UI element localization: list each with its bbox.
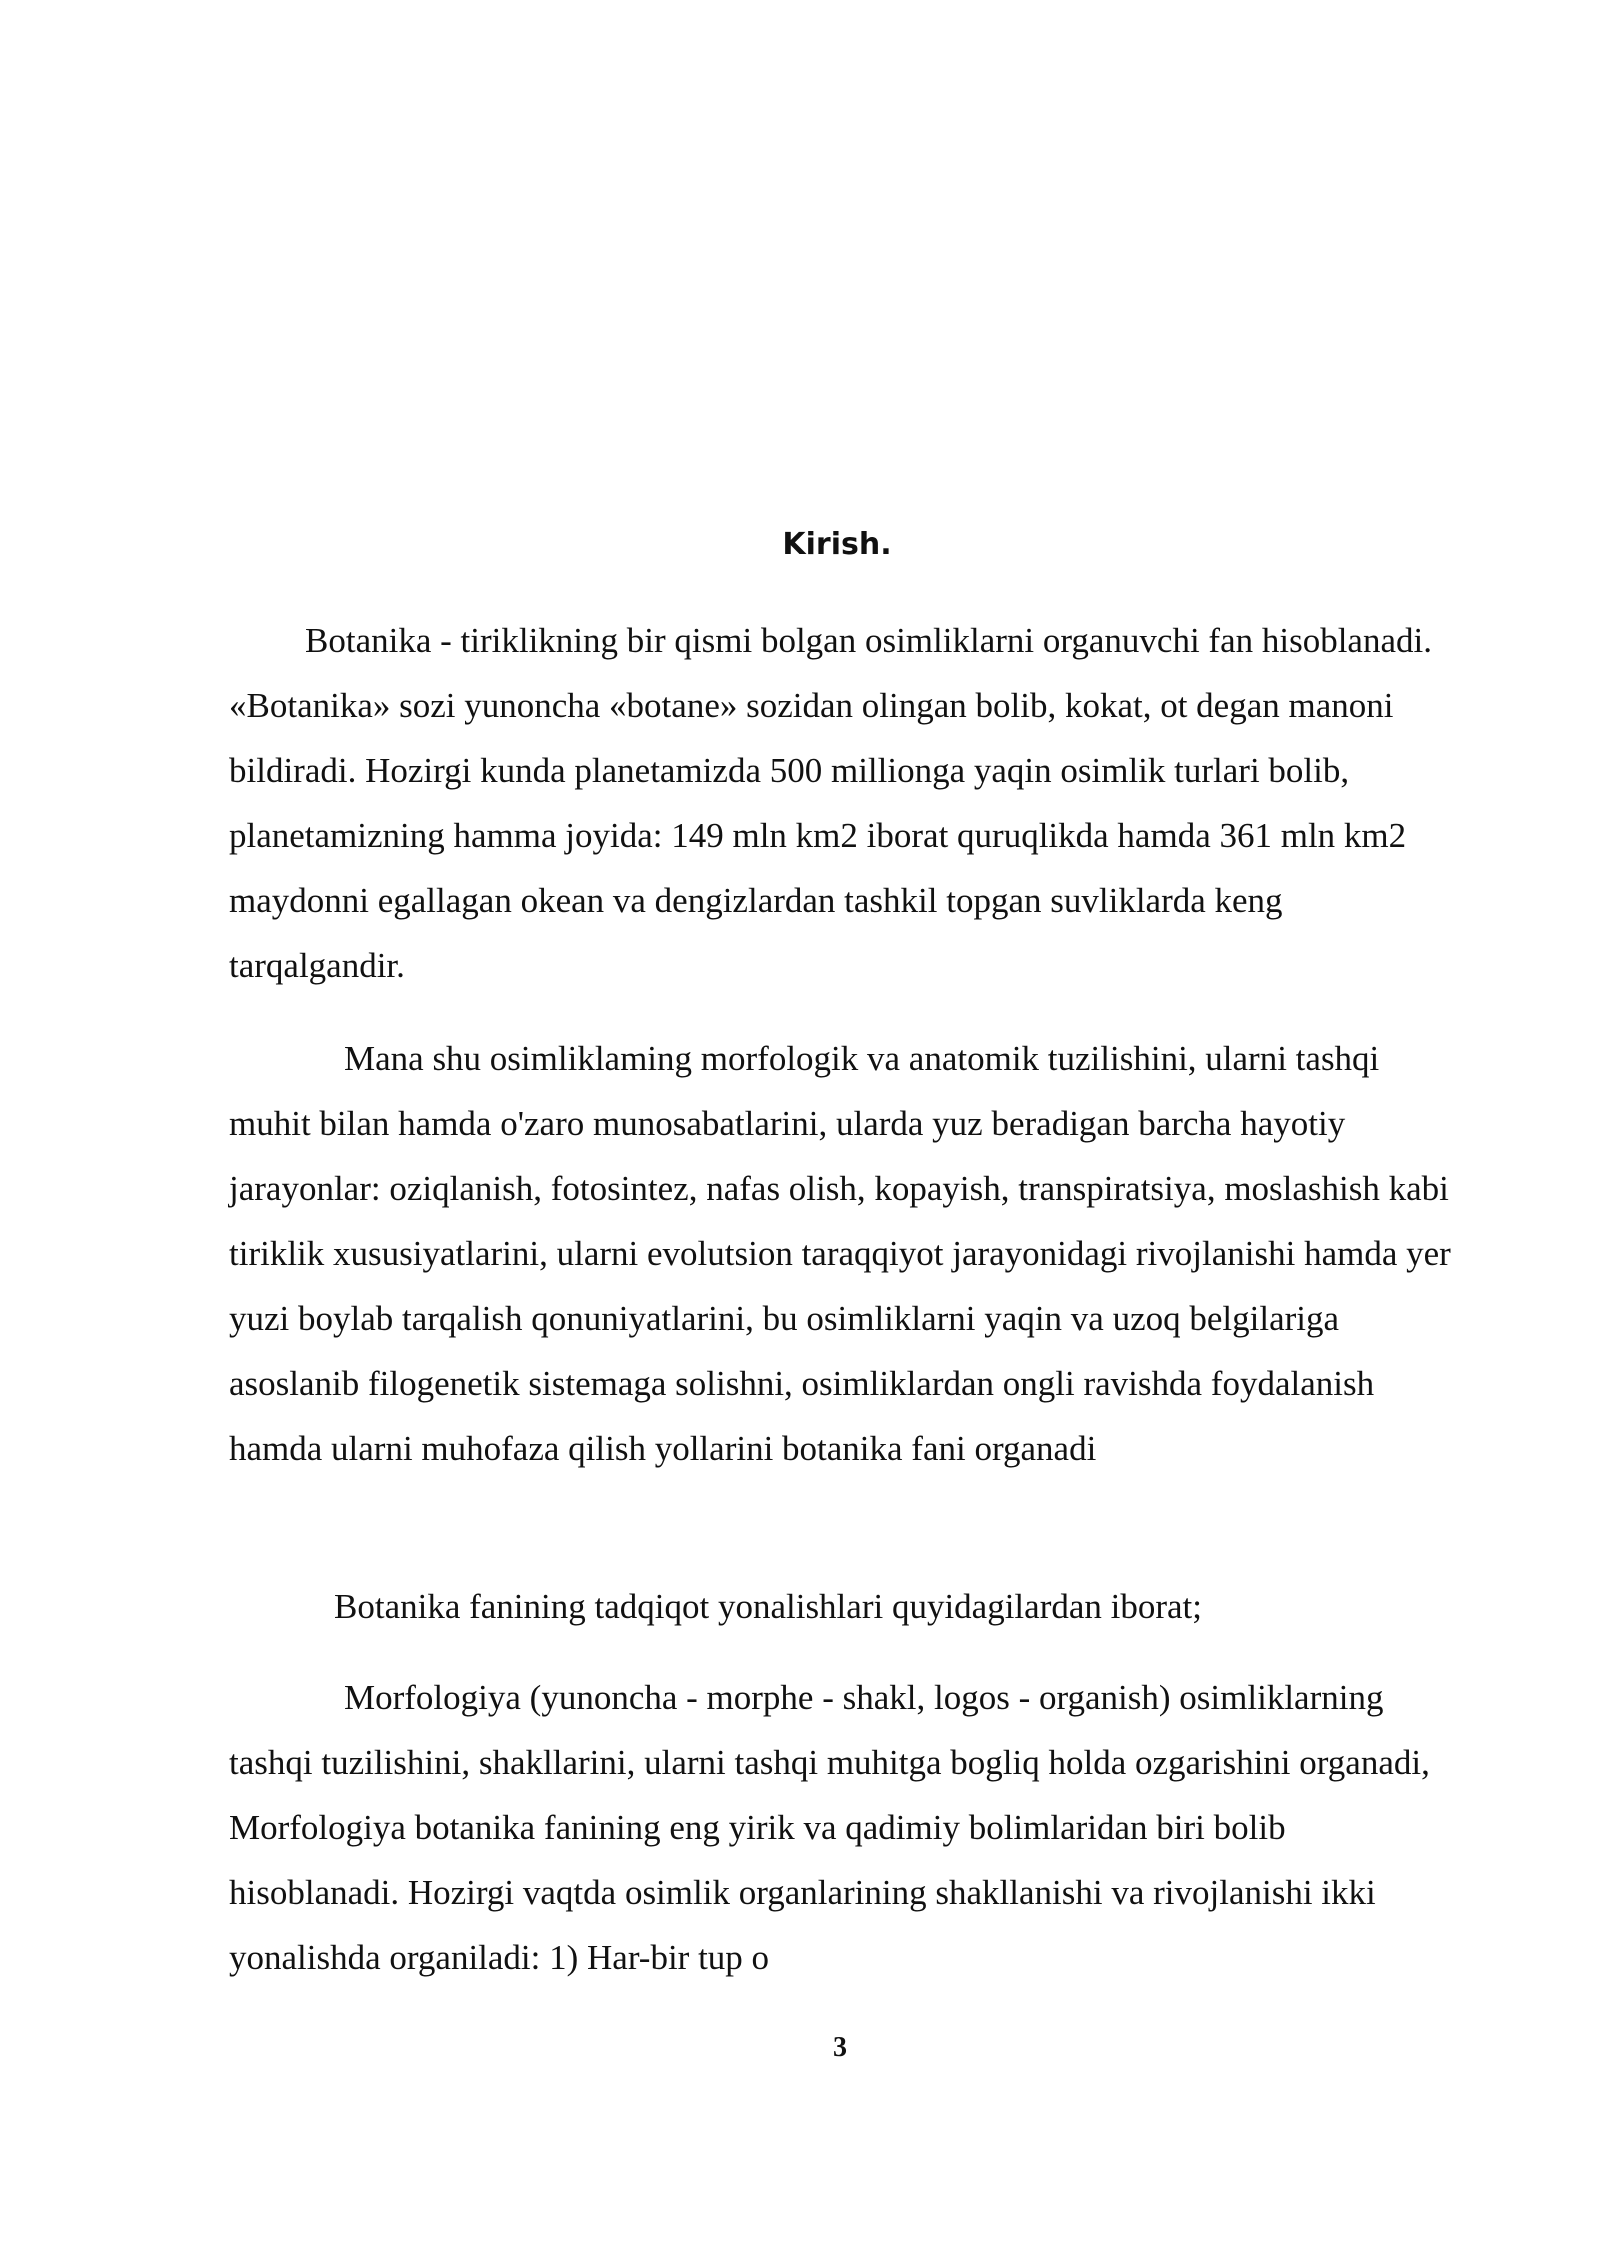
paragraph-botanika-definition: Botanika - tiriklikning bir qismi bolgan osimliklarni organuvchi fan hisoblanadi. «Botanika» sozi yunoncha «botane» sozidan olingan bolib, kokat, ot degan manoni bildiradi. Hozirgi kunda planetamizda 500 millionga yaqin osimlik turlari bolib, planetamizning hamma joyida: 149 mln km2 iborat quruqlikda hamda 361 mln km2 maydonni egallagan okean va dengizlardan tashkil topgan suvliklarda keng tarqalgandir.: [229, 621, 1432, 985]
page-title: Kirish.: [782, 527, 892, 562]
page-number: 3: [833, 2032, 847, 2063]
paragraph-morphology: Morfologiya (yunoncha - morphe - shakl, logos - organish) osimliklarning tashqi tuzilishini, shakllarini, ularni tashqi muhitga bogliq holda ozgarishini organadi, Morfologiya botanika fanining eng yirik va qadimiy bolimlaridan biri bolib hisoblanadi. Hozirgi vaqtda osimlik organlarining shakllanishi va rivojlanishi ikki yonalishda organiladi: 1) Har-bir tup o: [229, 1678, 1430, 1977]
paragraph-botanika-scope: Mana shu osimliklaming morfologik va anatomik tuzilishini, ularni tashqi muhit bilan hamda o'zaro munosabatlarini, ularda yuz beradigan barcha hayotiy jarayonlar: oziqlanish, fotosintez, nafas olish, kopayish, transpiratsiya, moslashish kabi tiriklik xususiyatlarini, ularni evolutsion taraqqiyot jarayonidagi rivojlanishi hamda yer yuzi boylab tarqalish qonuniyatlarini, bu osimliklarni yaqin va uzoq belgilariga asoslanib filogenetik sistemaga solishni, osimliklardan ongli ravishda foydalanish hamda ularni muhofaza qilish yollarini botanika fani organadi: [229, 1039, 1451, 1468]
paragraph-research-directions: Botanika fanining tadqiqot yonalishlari quyidagilardan iborat;: [334, 1587, 1202, 1626]
